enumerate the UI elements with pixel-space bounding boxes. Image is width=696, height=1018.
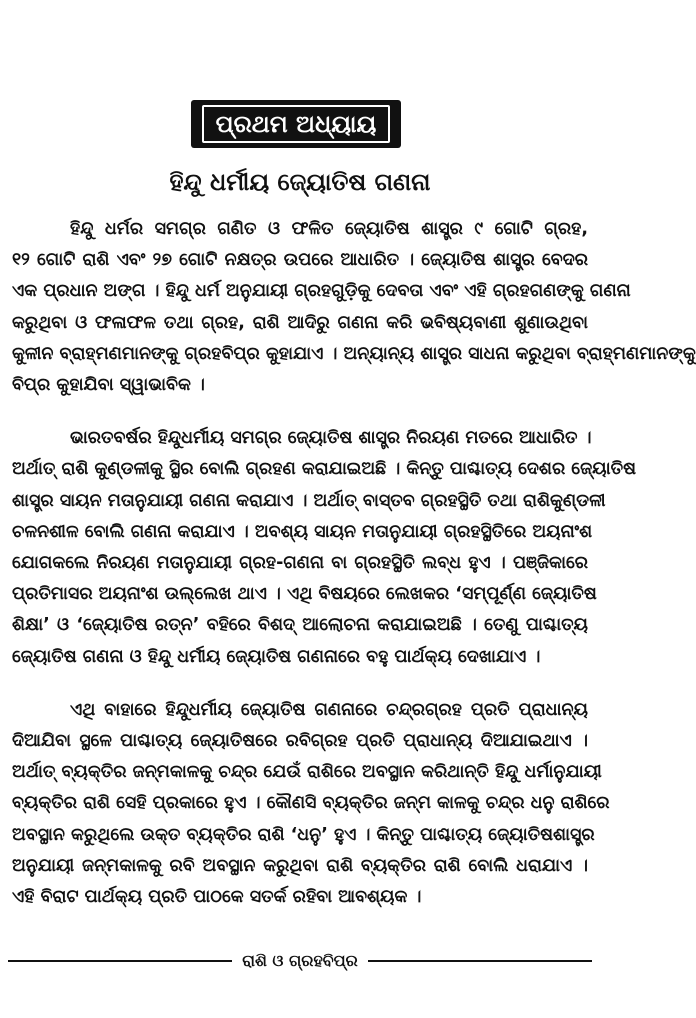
text-line: ଅନୁଯାୟୀ ଜନ୍ମକାଳକୁ ରବି ଅବସ୍ଥାନ କରୁଥିବା ରାଶି ବ୍ୟକ୍ତିର ରାଶି ବୋଲି ଧରାଯାଏ । (12, 855, 588, 876)
body-text (12, 214, 696, 935)
chapter-heading: ପ୍ରଥମ ଅଧ୍ୟାୟ (202, 105, 391, 143)
text-line: ହିନ୍ଦୁ ଧର୍ମର ସମଗ୍ର ଗଣିତ ଓ ଫଳିତ ଜ୍ୟୋତିଷ ଶାସ୍ତ୍ର ୯ ଗୋଟି ଗ୍ରହ, (70, 219, 588, 239)
paragraph-3 (12, 695, 610, 913)
footer-rule-left (8, 960, 232, 962)
running-footer (8, 950, 592, 972)
text-line: ଏକ ପ୍ରଧାନ ଅଙ୍ଗ । ହିନ୍ଦୁ ଧର୍ମ ଅନୁଯାୟୀ ଗ୍ରହଗୁଡ଼ିକୁ ଦେବତା ଏବଂ ଏହି ଗ୍ରହଗଣଙ୍କୁ ଗଣନା (12, 281, 631, 302)
text-line: ଶାସ୍ତ୍ର ସାୟନ ମତାନୁଯାୟୀ ଗଣନା କରାଯାଏ । ଅର୍ଥାତ୍ ବାସ୍ତବ ଗ୍ରହସ୍ଥିତି ତଥା ରାଶିକୁଣ୍ଡଳୀ (12, 490, 606, 511)
text-line: ଯୋଗକଲେ ନିରୟଣ ମତାନୁଯାୟୀ ଗ୍ରହ-ଗଣନା ବା ଗ୍ରହସ୍ଥିତି ଲବ୍ଧ ହୁଏ । ପଞ୍ଜିକାରେ (12, 553, 588, 574)
chapter-title: ହିନ୍ଦୁ ଧର୍ମୀୟ ଜ୍ୟୋତିଷ ଗଣନା (169, 168, 431, 196)
text-line: ବିପ୍ର କୁହାଯିବା ସ୍ୱାଭାବିକ । (12, 375, 205, 396)
text-line: କୁଳୀନ ବ୍ରାହ୍ମଣମାନଙ୍କୁ ଗ୍ରହବିପ୍ର କୁହାଯାଏ । ଅନ୍ୟାନ୍ୟ ଶାସ୍ତ୍ର ସାଧନା କରୁଥିବା ବ୍ରାହ୍ମଣମାନଙ୍କୁ (12, 343, 696, 364)
text-line: ଭାରତବର୍ଷର ହିନ୍ଦୁଧର୍ମୀୟ ସମଗ୍ର ଜ୍ୟୋତିଷ ଶାସ୍ତ୍ର ନିରୟଣ ମତରେ ଆଧାରିତ । (70, 428, 592, 449)
chapter-heading-box (191, 100, 401, 148)
text-line: ଅବସ୍ଥାନ କରୁଥିଲେ ଉକ୍ତ ବ୍ୟକ୍ତିର ରାଶି ‘ଧନୁ’ ହୁଏ । କିନ୍ତୁ ପାଶ୍ଚାତ୍ୟ ଜ୍ୟୋତିଷଶାସ୍ତ୍ର (12, 824, 595, 845)
text-line: ଜ୍ୟୋତିଷ ଗଣନା ଓ ହିନ୍ଦୁ ଧର୍ମୀୟ ଜ୍ୟୋତିଷ ଗଣନାରେ ବହୁ ପାର୍ଥକ୍ୟ ଦେଖାଯାଏ । (12, 646, 541, 667)
text-line: ଏଥି ବାହାରେ ହିନ୍ଦୁଧର୍ମୀୟ ଜ୍ୟୋତିଷ ଗଣନାରେ ଚନ୍ଦ୍ରଗ୍ରହ ପ୍ରତି ପ୍ରାଧାନ୍ୟ (70, 699, 588, 720)
paragraph-1 (12, 214, 696, 401)
text-line: ଦିଆଯିବା ସ୍ଥଳେ ପାଶ୍ଚାତ୍ୟ ଜ୍ୟୋତିଷରେ ରବିଗ୍ରହ ପ୍ରତି ପ୍ରାଧାନ୍ୟ ଦିଆଯାଇଥାଏ । (12, 731, 588, 752)
text-line: ଚଳନଶୀଳ ବୋଲି ଗଣନା କରାଯାଏ । ଅବଶ୍ୟ ସାୟନ ମତାନୁଯାୟୀ ଗ୍ରହସ୍ଥିତିରେ ଅୟନାଂଶ (12, 521, 593, 542)
footer-book-title: ରାଶି ଓ ଗ୍ରହବିପ୍ର (242, 951, 358, 970)
text-line: ୧୨ ଗୋଟି ରାଶି ଏବଂ ୨୭ ଗୋଟି ନକ୍ଷତ୍ର ଉପରେ ଆଧାରିତ । ଜ୍ୟୋତିଷ ଶାସ୍ତ୍ର ବେଦର (12, 250, 588, 271)
text-line: ପ୍ରତିମାସର ଅୟନାଂଶ ଉଲ୍ଲେଖ ଥାଏ । ଏଥି ବିଷୟରେ ଲେଖକର ‘ସମ୍ପୂର୍ଣ୍ଣ ଜ୍ୟୋତିଷ (12, 584, 597, 605)
text-line: ଅର୍ଥାତ୍ ବ୍ୟକ୍ତିର ଜନ୍ମକାଳକୁ ଚନ୍ଦ୍ର ଯେଉଁ ରାଶିରେ ଅବସ୍ଥାନ କରିଥାନ୍ତି ହିନ୍ଦୁ ଧର୍ମାନୁଯାୟୀ (12, 762, 602, 783)
paragraph-2 (12, 423, 636, 673)
text-line: ଶିକ୍ଷା’ ଓ ‘ଜ୍ୟୋତିଷ ରତ୍ନ’ ବହିରେ ବିଶଦ୍ ଆଲୋଚନା କରାଯାଇଅଛି । ତେଣୁ ପାଶ୍ଚାତ୍ୟ (12, 615, 588, 636)
text-line: କରୁଥିବା ଓ ଫଳାଫଳ ତଥା ଗ୍ରହ, ରାଶି ଆଦିରୁ ଗଣନା କରି ଭବିଷ୍ୟବାଣୀ ଶୁଣାଉଥିବା (12, 312, 588, 333)
text-line: ଏହି ବିରାଟ ପାର୍ଥକ୍ୟ ପ୍ରତି ପାଠକେ ସତର୍କ ରହିବା ଆବଶ୍ୟକ । (12, 887, 422, 908)
text-line: ବ୍ୟକ୍ତିର ରାଶି ସେହି ପ୍ରକାରେ ହୁଏ । କୌଣସି ବ୍ୟକ୍ତିର ଜନ୍ମ କାଳକୁ ଚନ୍ଦ୍ର ଧନୁ ରାଶିରେ (12, 793, 610, 814)
text-line: ଅର୍ଥାତ୍ ରାଶି କୁଣ୍ଡଳୀକୁ ସ୍ଥିର ବୋଲି ଗ୍ରହଣ କରାଯାଇଅଛି । କିନ୍ତୁ ପାଶ୍ଚାତ୍ୟ ଦେଶର ଜ୍ୟୋତିଷ (12, 459, 636, 480)
footer-rule-right (368, 960, 592, 962)
